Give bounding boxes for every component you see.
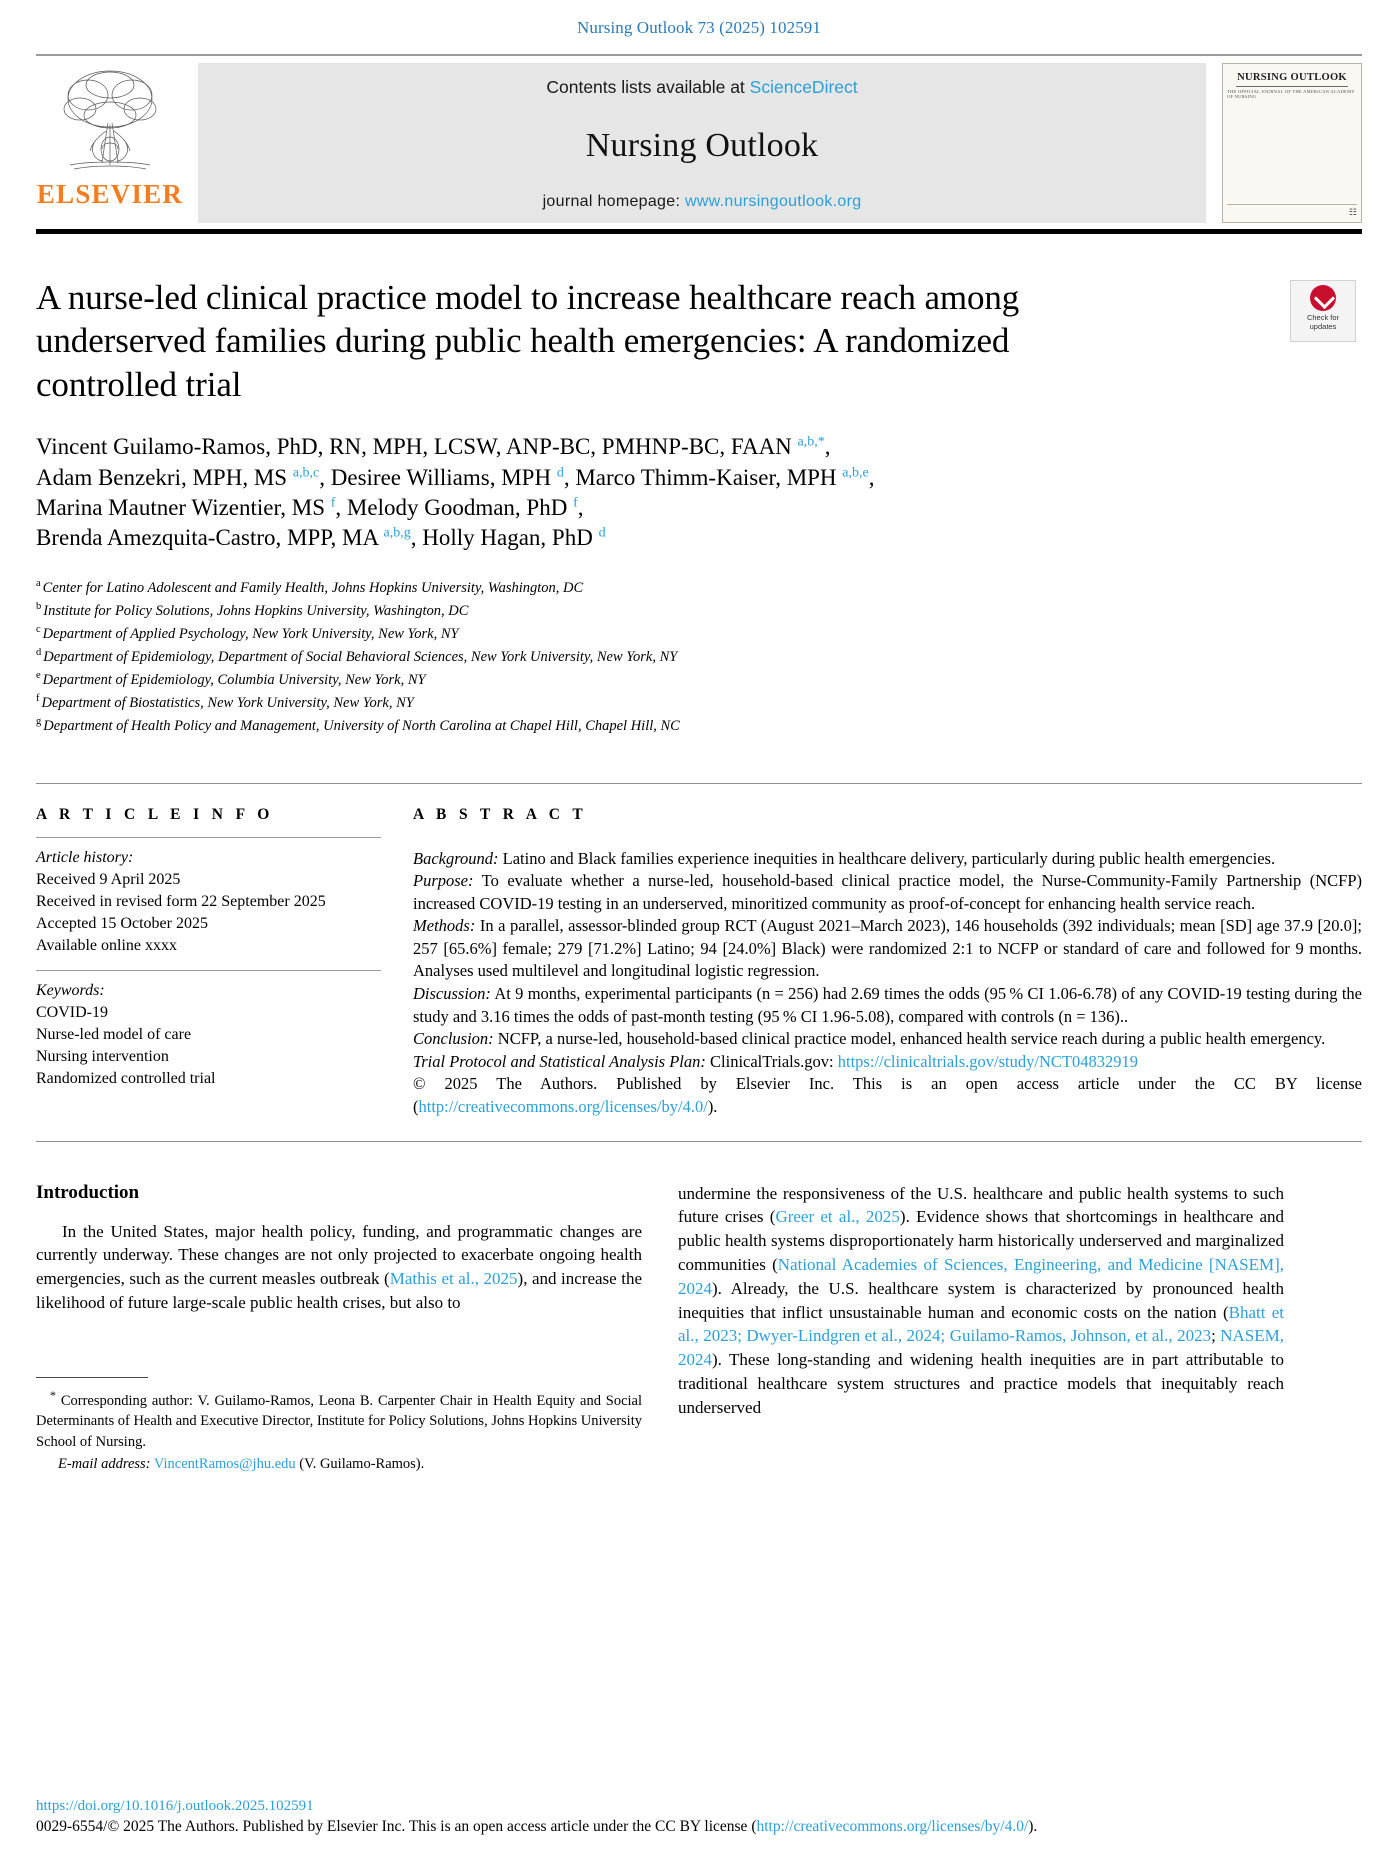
homepage-prefix: journal homepage: <box>542 193 685 210</box>
abstract-bottom-rule <box>36 1141 1362 1142</box>
keyword-item: COVID-19 <box>36 1003 108 1021</box>
article-history-items <box>36 869 381 957</box>
keyword-item: Nurse-led model of care <box>36 1026 192 1044</box>
abstract-section <box>413 1028 1362 1051</box>
journal-homepage-link[interactable]: www.nursingoutlook.org <box>684 193 862 210</box>
affiliation-text: Institute for Policy Solutions, Johns Hopkins University, Washington, DC <box>43 602 469 619</box>
article-history-item: Accepted 15 October 2025 <box>36 914 208 932</box>
intro-text-2: ), and increase the likelihood of future large-scale public health crises, but also to <box>36 1269 642 1313</box>
cover-footer <box>1227 204 1357 218</box>
keywords-block <box>36 980 381 1090</box>
citation-mathis-2025[interactable]: Mathis et al., 2025 <box>389 1269 518 1289</box>
journal-title: Nursing Outlook <box>585 126 819 164</box>
abstract-section <box>413 870 1362 915</box>
affiliation-marker: c <box>36 623 41 635</box>
author-affiliation-marker[interactable]: a,b,g <box>383 525 411 541</box>
author-name: , <box>824 434 831 460</box>
author-name: , Melody Goodman, PhD <box>335 494 574 520</box>
affiliation-item <box>36 691 1362 714</box>
author-line <box>36 493 1046 523</box>
abstract-body <box>409 848 1362 1119</box>
affiliation-marker: g <box>36 715 42 727</box>
masthead-bottom-rule <box>36 229 1362 234</box>
affiliation-text: Department of Applied Psychology, New York University, New York, NY <box>42 625 459 642</box>
abstract-section-text: NCFP, a nurse-led, household-based clinical practice model, enhanced health service reach during a public health emergency. <box>493 1029 1326 1049</box>
trial-protocol-label: Trial Protocol and Statistical Analysis Plan: <box>413 1051 706 1071</box>
keywords-rule <box>36 970 381 971</box>
article-history-item: Available online xxxx <box>36 936 177 954</box>
affiliation-marker: f <box>36 692 40 704</box>
keyword-items <box>36 1002 381 1090</box>
right-text-2: ). Evidence shows that shortcomings in healthcare and public health systems disproportionately harm historically underserved and marginalized communities ( <box>678 1207 1284 1275</box>
author-affiliation-marker[interactable]: a,b,e <box>842 464 869 480</box>
cover-artwork <box>1227 99 1357 204</box>
corresponding-author-text <box>36 1387 642 1453</box>
title-block <box>36 276 1362 406</box>
cover-divider <box>1236 86 1348 87</box>
cc-license-link[interactable]: http://creativecommons.org/licenses/by/4.0/ <box>418 1097 708 1117</box>
author-name: , Marco Thimm-Kaiser, MPH <box>563 464 843 490</box>
right-text-4: ; <box>1211 1326 1221 1346</box>
introduction-paragraph <box>36 1220 642 1315</box>
info-abstract-section <box>36 783 1362 1119</box>
affiliation-item <box>36 668 1362 691</box>
journal-homepage-line <box>543 193 862 211</box>
intro-continued-paragraph <box>678 1182 1284 1420</box>
abstract-section-label: Methods: <box>413 916 476 936</box>
journal-band <box>198 63 1206 223</box>
email-label: E-mail address: <box>58 1456 151 1473</box>
citation-greer-2025[interactable]: Greer et al., 2025 <box>775 1207 900 1227</box>
cover-publisher-mark: ☷ <box>1348 207 1357 217</box>
abstract-section <box>413 848 1362 871</box>
affiliation-marker: b <box>36 600 42 612</box>
article-title: A nurse-led clinical practice model to increase healthcare reach among underserved families during public health emergencies: A randomized controlled trial <box>36 278 1020 404</box>
author-affiliation-marker[interactable]: a,b,* <box>797 434 825 450</box>
right-text-1: undermine the responsiveness of the U.S. healthcare and public health systems to such future crises ( <box>678 1183 1284 1227</box>
affiliation-list <box>36 576 1362 737</box>
affiliation-item <box>36 599 1362 622</box>
body-columns <box>36 1182 1362 1475</box>
citation-bhatt-group[interactable]: Bhatt et al., 2023; Dwyer-Lindgren et al., 2024; Guilamo-Ramos, Johnson, et al., 2023 <box>678 1302 1285 1346</box>
abstract-section-label: Purpose: <box>413 871 474 891</box>
citation-nasem-2024-full[interactable]: National Academies of Sciences, Engineering, and Medicine [NASEM], 2024 <box>678 1255 1284 1298</box>
email-tail: (V. Guilamo-Ramos). <box>295 1456 425 1473</box>
email-link[interactable]: VincentRamos@jhu.edu <box>153 1456 296 1473</box>
clinicaltrials-link[interactable]: https://clinicaltrials.gov/study/NCT04832919 <box>837 1051 1138 1071</box>
trial-protocol-text: ClinicalTrials.gov: <box>705 1051 838 1071</box>
footnote-star: * <box>50 1387 56 1402</box>
author-name: , Holly Hagan, PhD <box>410 525 599 551</box>
author-name: Vincent Guilamo-Ramos, PhD, RN, MPH, LCSW, ANP-BC, PMHNP-BC, FAAN <box>36 434 798 460</box>
abstract-section-text: To evaluate whether a nurse-led, household-based clinical practice model, the Nurse-Community-Family Partnership (NCFP) increased COVID-19 testing in an underserved, minoritized community as proof-of-concept for enhancing health service reach. <box>413 871 1362 913</box>
contents-available-line <box>546 77 857 98</box>
abstract-section-label: Discussion: <box>413 984 491 1004</box>
author-affiliation-marker[interactable]: d <box>598 525 606 541</box>
doi-link[interactable]: https://doi.org/10.1016/j.outlook.2025.102591 <box>36 1798 314 1814</box>
author-name: Marina Mautner Wizentier, MS <box>36 494 331 520</box>
author-affiliation-marker[interactable]: f <box>330 495 336 511</box>
author-line <box>36 523 1046 553</box>
affiliation-text: Center for Latino Adolescent and Family Health, Johns Hopkins University, Washington, DC <box>42 579 584 596</box>
affiliation-item <box>36 576 1362 599</box>
trial-protocol-line <box>413 1051 1362 1074</box>
issn-text: 0029-6554/© 2025 The Authors. Published by Elsevier Inc. This is an open access article under the CC BY license ( <box>36 1818 757 1835</box>
cover-subtitle: THE OFFICIAL JOURNAL OF THE AMERICAN ACADEMY OF NURSING <box>1227 89 1355 99</box>
body-column-left <box>36 1182 642 1475</box>
crossmark-line2: updates <box>1309 321 1337 331</box>
affiliation-text: Department of Biostatistics, New York University, New York, NY <box>41 694 414 711</box>
author-line <box>36 432 1046 462</box>
author-name: , <box>577 494 584 520</box>
citation-nasem-2024[interactable]: NASEM, 2024 <box>678 1326 1284 1370</box>
keyword-item: Randomized controlled trial <box>36 1070 216 1088</box>
corresponding-author-footnote <box>36 1377 642 1475</box>
author-affiliation-marker[interactable]: f <box>573 495 578 511</box>
author-name: Adam Benzekri, MPH, MS <box>36 464 293 490</box>
article-info-column <box>36 806 381 1119</box>
crossmark-line1: Check for <box>1306 313 1340 322</box>
corresponding-author-email-line <box>36 1454 642 1475</box>
copyright-text: © 2025 The Authors. Published by Elsevier Inc. This is an open access article under the CC BY license ( <box>413 1074 1362 1117</box>
article-history-item: Received in revised form 22 September 2025 <box>36 892 326 910</box>
affiliation-text: Department of Epidemiology, Columbia University, New York, NY <box>42 671 426 688</box>
abstract-section-text: At 9 months, experimental participants (n = 256) had 2.69 times the odds (95 % CI 1.06-6.78) of any COVID-19 testing during the study and 3.16 times the odds of past-month testing (95 % CI 1.96-5.08), compared with controls (n = 136).. <box>413 984 1362 1026</box>
right-text-5: ). These long-standing and widening health inequities are in part attributable to traditional healthcare system structures and practice models that inequitably reach underserved <box>678 1350 1284 1417</box>
abstract-heading: A B S T R A C T <box>413 805 588 823</box>
article-info-heading: A R T I C L E I N F O <box>36 805 274 823</box>
abstract-column <box>409 806 1362 1119</box>
author-name: , <box>868 464 875 490</box>
affiliation-item <box>36 714 1362 737</box>
cover-title: NURSING OUTLOOK <box>1237 72 1347 83</box>
keywords-label: Keywords: <box>36 981 105 999</box>
issn-tail: ). <box>1028 1818 1038 1835</box>
page-footer <box>36 1798 1362 1836</box>
abstract-copyright-line <box>413 1073 1362 1118</box>
right-text-3: ). Already, the U.S. healthcare system is characterized by pronounced health inequities that inflict unsustainable human and economic costs on the nation ( <box>678 1278 1284 1322</box>
footnote-body: Corresponding author: V. Guilamo-Ramos, Leona B. Carpenter Chair in Health Equity and Social Determinants of Health and Executive Director, Institute for Policy Solutions, Johns Hopkins University School of Nursing. <box>36 1392 642 1450</box>
affiliation-text: Department of Health Policy and Management, University of North Carolina at Chapel Hill, Chapel Hill, NC <box>43 717 680 734</box>
intro-text-1: In the United States, major health policy, funding, and programmatic changes are currently underway. These changes are not only projected to exacerbate ongoing health emergencies, such as the current measles outbreak ( <box>36 1221 642 1289</box>
affiliation-item <box>36 645 1362 668</box>
journal-cover-thumbnail[interactable] <box>1222 63 1362 223</box>
issn-copyright-line <box>36 1818 1362 1836</box>
introduction-heading: Introduction <box>36 1181 140 1203</box>
author-name: , Desiree Williams, MPH <box>319 464 557 490</box>
keyword-item: Nursing intervention <box>36 1048 169 1066</box>
copyright-tail: ). <box>707 1097 718 1117</box>
author-affiliation-marker[interactable]: d <box>556 464 564 480</box>
article-history <box>36 847 381 957</box>
abstract-section-text: Latino and Black families experience inequities in healthcare delivery, particularly during public health emergencies. <box>498 848 1276 868</box>
affiliation-text: Department of Epidemiology, Department of Social Behavioral Sciences, New York University, New York, NY <box>43 648 678 665</box>
article-history-label: Article history: <box>36 848 134 866</box>
author-affiliation-marker[interactable]: a,b,c <box>292 464 320 480</box>
abstract-section <box>413 915 1362 983</box>
elsevier-logo[interactable] <box>36 63 184 223</box>
license-link[interactable]: http://creativecommons.org/licenses/by/4.0/ <box>756 1818 1029 1835</box>
elsevier-tree-icon <box>50 65 170 177</box>
elsevier-wordmark: ELSEVIER <box>36 179 184 209</box>
affiliation-marker: d <box>36 646 42 658</box>
author-line <box>36 463 1046 493</box>
abstract-section <box>413 983 1362 1028</box>
body-column-right <box>678 1182 1284 1475</box>
crossmark-label <box>1307 314 1339 331</box>
author-list <box>36 432 1046 553</box>
affiliation-marker: a <box>36 577 41 589</box>
contents-prefix: Contents lists available at <box>546 77 750 97</box>
crossmark-badge[interactable] <box>1290 280 1356 342</box>
affiliation-item <box>36 622 1362 645</box>
abstract-section-label: Background: <box>413 848 499 868</box>
sciencedirect-link[interactable]: ScienceDirect <box>749 77 858 97</box>
author-name: Brenda Amezquita-Castro, MPP, MA <box>36 525 384 551</box>
affiliation-marker: e <box>36 669 41 681</box>
crossmark-check-icon <box>1310 285 1336 311</box>
running-head: Nursing Outlook 73 (2025) 102591 <box>576 18 822 37</box>
abstract-section-text: In a parallel, assessor-blinded group RCT (August 2021–March 2023), 146 households (392 individuals; mean [SD] age 37.9 [20.0]; 257 [65.6%] female; 279 [71.2%] Latino; 94 [24.0%] Black) were randomized 2:1 to NCFP or standard of care and followed for 9 months. Analyses used multilevel and longitudinal logistic regression. <box>413 916 1362 981</box>
abstract-section-label: Conclusion: <box>413 1029 494 1049</box>
article-info-rule <box>36 837 381 838</box>
article-history-item: Received 9 April 2025 <box>36 870 181 888</box>
journal-masthead <box>36 54 1362 223</box>
